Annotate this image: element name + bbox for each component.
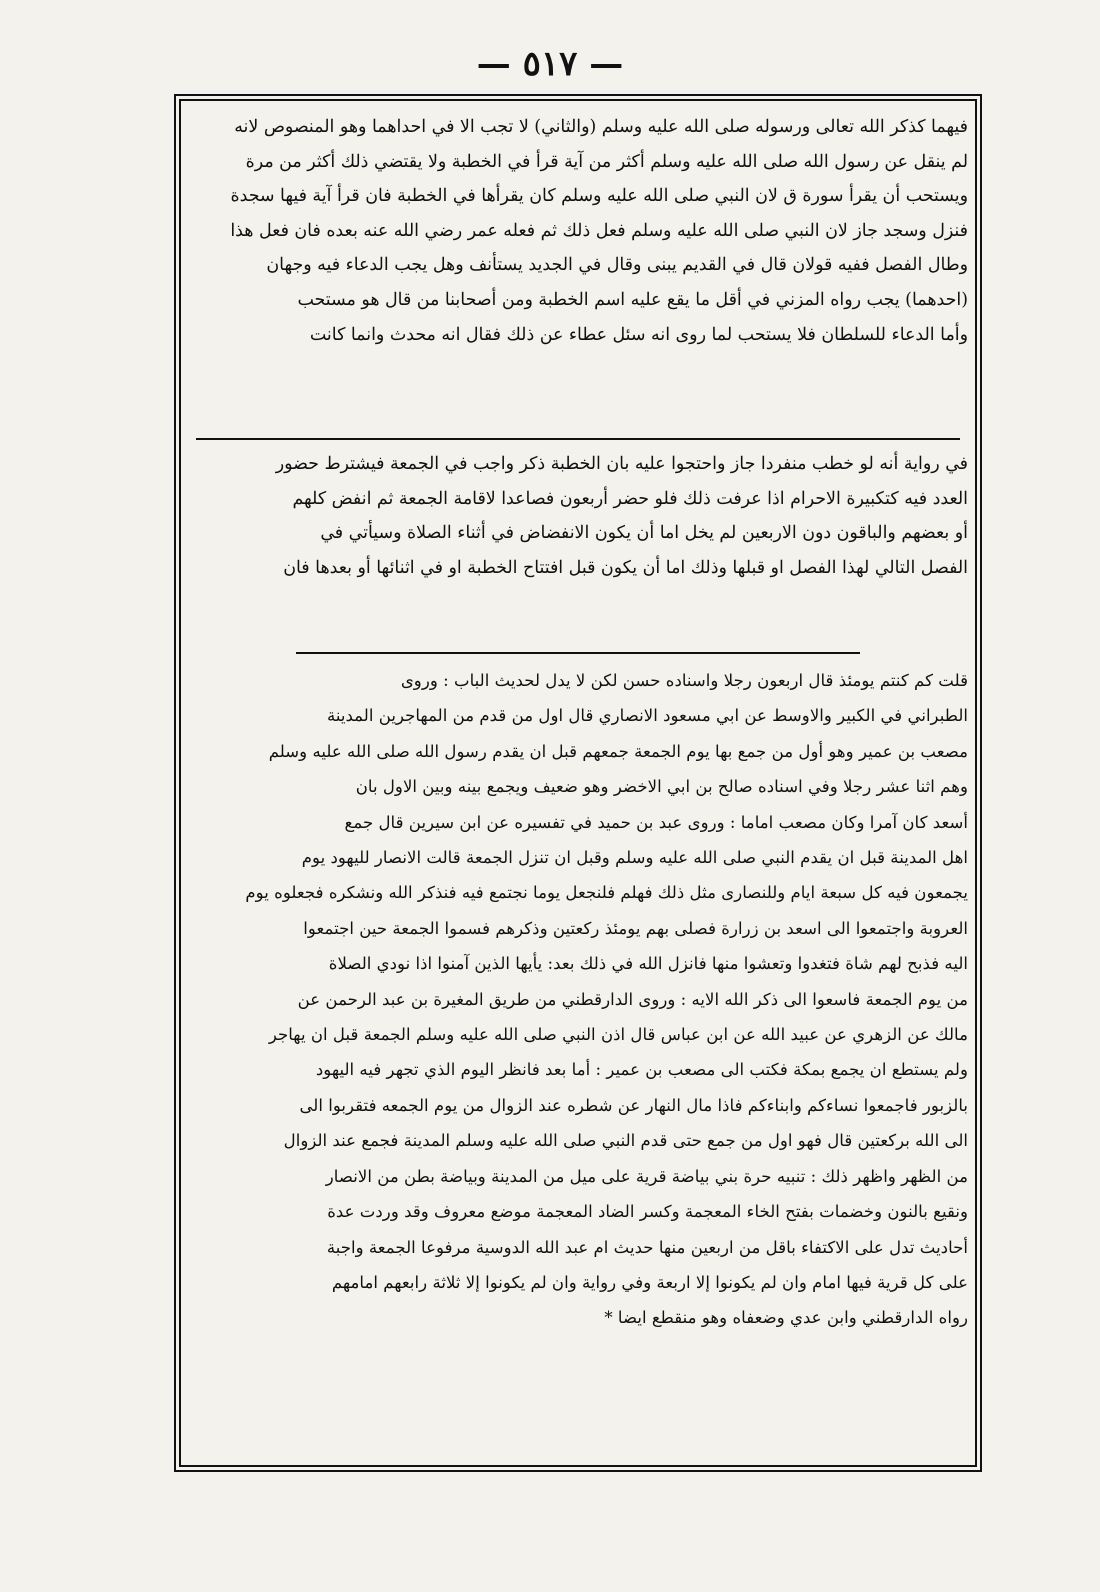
text-line: العدد فيه كتكبيرة الاحرام اذا عرفت ذلك فلو حضر أربعون فصاعدا لاقامة الجمعة ثم انفض كلهم [292, 488, 968, 509]
section-divider [296, 652, 860, 654]
text-line: الطبراني في الكبير والاوسط عن ابي مسعود الانصاري قال اول من قدم من المهاجرين المدينة [326, 706, 968, 726]
text-line: فنزل وسجد جاز لان النبي صلى الله عليه وسلم فعل ذلك ثم فعله عمر رضي الله عنه بعده فان فعل هذا [230, 220, 968, 241]
text-line: ويستحب أن يقرأ سورة ق لان النبي صلى الله عليه وسلم كان يقرأها في الخطبة فان قرأ آية فيها سجدة [230, 186, 968, 207]
page-number: — ٥١٧ — [476, 44, 624, 84]
text-line: رواه الدارقطني وابن عدي وضعفاه وهو منقطع ايضا * [604, 1308, 968, 1328]
text-line: أو بعضهم والباقون دون الاربعين لم يخل اما أن يكون الانفضاض في أثناء الصلاة وسيأتي في [320, 523, 968, 544]
text-line: وأما الدعاء للسلطان فلا يستحب لما روى انه سئل عطاء عن ذلك فقال انه محدث وانما كانت [309, 324, 968, 345]
text-line: على كل قرية فيها امام وان لم يكونوا إلا اربعة وفي رواية وان لم يكونوا إلا ثلاثة رابعهم امامهم [331, 1272, 968, 1292]
text-line: الى الله بركعتين قال فهو اول من جمع حتى قدم النبي صلى الله عليه وسلم المدينة فجمع عند الزوال [283, 1131, 968, 1151]
text-line: ولم يستطع ان يجمع بمكة فكتب الى مصعب بن عمير : أما بعد فانظر اليوم الذي تجهر فيه اليهود [315, 1060, 968, 1080]
text-line: قلت كم كنتم يومئذ قال اربعون رجلا واسناده حسن لكن لا يدل لحديث الباب : وروى [400, 671, 968, 690]
text-line: اليه فذبح لهم شاة فتغدوا وتعشوا منها فانزل الله في ذلك بعد: يأيها الذين آمنوا اذا نودي الصلاة [328, 954, 968, 974]
text-line: ونقيع بالنون وخضمات بفتح الخاء المعجمة وكسر الضاد المعجمة موضع معروف وقد وردت عدة [327, 1202, 968, 1222]
text-line: من الظهر واظهر ذلك : تنبيه حرة بني بياضة قرية على ميل من المدينة وبياضة بطن من الانصار [325, 1166, 968, 1186]
text-line: في رواية أنه لو خطب منفردا جاز واحتجوا عليه بان الخطبة ذكر واجب في الجمعة فيشترط حضور [275, 454, 968, 474]
text-line: بالزبور فاجمعوا نساءكم وابناءكم فاذا مال النهار عن شطره عند الزوال من يوم الجمعه فتقربوا الى [299, 1095, 968, 1115]
commentary-text-block [188, 447, 968, 585]
text-line: فيهما كذكر الله تعالى ورسوله صلى الله عليه وسلم (والثاني) لا تجب الا في احداهما وهو المنصوص لانه [234, 117, 968, 137]
text-line: لم ينقل عن رسول الله صلى الله عليه وسلم أكثر من آية قرأ في الخطبة ولا يقتضي ذلك أكثر من مرة [245, 151, 968, 172]
text-line: من يوم الجمعة فاسعوا الى ذكر الله الايه : وروى الدارقطني من طريق المغيرة بن عبد الرحمن عن [297, 989, 968, 1009]
text-line: وهم اثنا عشر رجلا وفي اسناده صالح بن ابي الاخضر وهو ضعيف ويجمع بينه وبين الاول بان [355, 777, 968, 797]
text-line: الفصل التالي لهذا الفصل او قبلها وذلك اما أن يكون قبل افتتاح الخطبة او في اثنائها أو بعدها فان [283, 557, 968, 578]
section-divider [196, 438, 960, 440]
main-text-block [188, 110, 968, 352]
text-line: مصعب بن عمير وهو أول من جمع بها يوم الجمعة جمعهم قبل ان يقدم رسول الله صلى الله عليه وسلم [268, 741, 968, 761]
text-line: العروبة واجتمعوا الى اسعد بن زرارة فصلى بهم يومئذ ركعتين وذكرهم فسموا الجمعة حين اجتمعوا [303, 918, 968, 938]
text-line: أسعد كان آمرا وكان مصعب اماما : وروى عبد بن حميد في تفسيره عن ابن سيرين قال جمع [344, 812, 968, 832]
text-line: أحاديث تدل على الاكتفاء باقل من اربعين منها حديث ام عبد الله الدوسية مرفوعا الجمعة واجبة [326, 1237, 968, 1257]
text-line: وطال الفصل ففيه قولان قال في القديم يبنى وقال في الجديد يستأنف وهل يجب الدعاء فيه وجهان [266, 255, 968, 276]
text-line: مالك عن الزهري عن عبيد الله عن ابن عباس قال اذن النبي صلى الله عليه وسلم الجمعة قبل ان يهاجر [268, 1025, 968, 1045]
footnote-text-block [188, 663, 968, 1336]
text-line: يجمعون فيه كل سبعة ايام وللنصارى مثل ذلك فهلم فلنجعل يوما نجتمع فيه فنذكر الله ونشكره فجعلوه يوم [245, 883, 968, 903]
text-line: (احدهما) يجب رواه المزني في أقل ما يقع عليه اسم الخطبة ومن أصحابنا من قال هو مستحب [297, 289, 968, 310]
text-line: اهل المدينة قبل ان يقدم النبي صلى الله عليه وسلم وقبل ان تنزل الجمعة قالت الانصار لليهود يوم [301, 848, 968, 868]
page-frame [174, 94, 982, 1472]
